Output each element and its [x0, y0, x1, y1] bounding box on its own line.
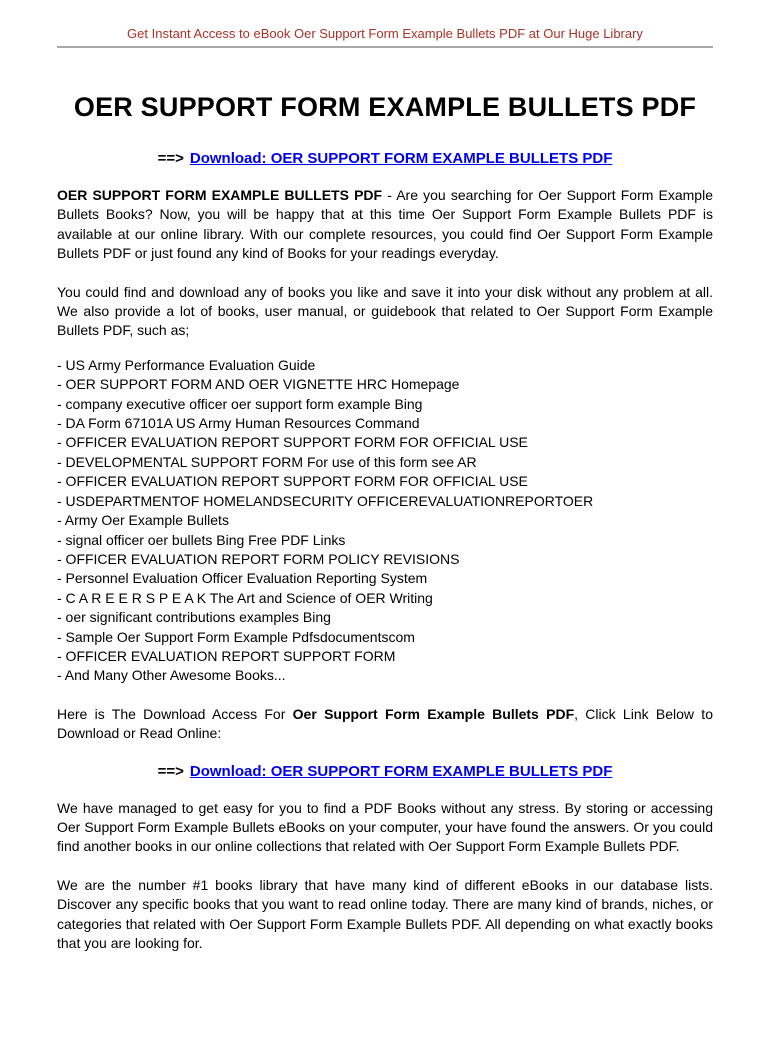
managed-paragraph: We have managed to get easy for you to find a PDF Books without any stress. By storing or accessing Oer Support Form Example Bullets eBooks on your computer, your have found the answers. Or you could find another books in our online collections that related with Oer Support Form Example Bullets PDF.	[57, 799, 713, 855]
intro-paragraph-bold: OER SUPPORT FORM EXAMPLE BULLETS PDF	[57, 187, 383, 203]
list-item: - DA Form 67101A US Army Human Resources Command	[57, 415, 420, 432]
access-paragraph	[57, 705, 713, 744]
find-download-paragraph: You could find and download any of books you like and save it into your disk without any problem at all. We also provide a lot of books, user manual, or guidebook that related to Oer Support Form Example Bullets PDF, such as;	[57, 283, 713, 339]
list-item: - OER SUPPORT FORM AND OER VIGNETTE HRC Homepage	[57, 376, 460, 393]
download-row-top	[57, 150, 713, 167]
list-item: - And Many Other Awesome Books...	[57, 667, 286, 684]
intro-paragraph-rest: - Are you searching for Oer Support Form Example Bullets Books? Now, you will be happy that at this time Oer Support Form Example Bullets PDF is available at our online library. With our complete resources, you could find Oer Support Form Example Bullets PDF or just found any kind of Books for your readings everyday.	[57, 187, 713, 262]
list-item: - oer significant contributions examples Bing	[57, 609, 331, 626]
list-item: - OFFICER EVALUATION REPORT SUPPORT FORM FOR OFFICIAL USE	[57, 473, 528, 490]
list-item: - US Army Performance Evaluation Guide	[57, 356, 316, 373]
intro-paragraph	[57, 186, 713, 264]
download-row-bottom	[57, 763, 713, 780]
list-item: - OFFICER EVALUATION REPORT SUPPORT FORM FOR OFFICIAL USE	[57, 434, 528, 451]
list-item: - Sample Oer Support Form Example Pdfsdocumentscom	[57, 628, 415, 645]
header-banner: Get Instant Access to eBook Oer Support Form Example Bullets PDF at Our Huge Library	[127, 26, 643, 41]
access-paragraph-bold: Oer Support Form Example Bullets PDF	[292, 705, 575, 722]
arrow-prefix: ==>	[157, 150, 184, 167]
list-item: - USDEPARTMENTOF HOMELANDSECURITY OFFICEREVALUATIONREPORTOER	[57, 492, 594, 509]
access-paragraph-after: , Click Link Below to Download or Read Online:	[57, 705, 713, 742]
download-link-top[interactable]: Download: OER SUPPORT FORM EXAMPLE BULLETS PDF	[189, 150, 613, 167]
list-item: - DEVELOPMENTAL SUPPORT FORM For use of this form see AR	[57, 453, 477, 470]
list-item: - Personnel Evaluation Officer Evaluation Reporting System	[57, 570, 428, 587]
library-paragraph: We are the number #1 books library that have many kind of different eBooks in our database lists. Discover any specific books that you want to read online today. There are many kind of brands, niches, or categories that related with Oer Support Form Example Bullets PDF. All depending on what exactly books that you are looking for.	[57, 876, 713, 951]
list-item: - Army Oer Example Bullets	[57, 512, 229, 529]
list-item: - signal officer oer bullets Bing Free PDF Links	[57, 531, 346, 548]
header-rule	[57, 46, 713, 48]
download-link-bottom[interactable]: Download: OER SUPPORT FORM EXAMPLE BULLETS PDF	[189, 762, 613, 780]
pdf-page	[0, 26, 770, 953]
list-item: - OFFICER EVALUATION REPORT FORM POLICY REVISIONS	[57, 550, 460, 567]
access-paragraph-before: Here is The Download Access For	[57, 705, 293, 722]
book-list	[57, 356, 713, 686]
list-item: - OFFICER EVALUATION REPORT SUPPORT FORM	[57, 647, 396, 664]
page-title: OER SUPPORT FORM EXAMPLE BULLETS PDF	[73, 92, 697, 122]
arrow-prefix: ==>	[157, 762, 184, 780]
list-item: - C A R E E R S P E A K The Art and Science of OER Writing	[57, 589, 433, 606]
list-item: - company executive officer oer support form example Bing	[57, 395, 423, 412]
